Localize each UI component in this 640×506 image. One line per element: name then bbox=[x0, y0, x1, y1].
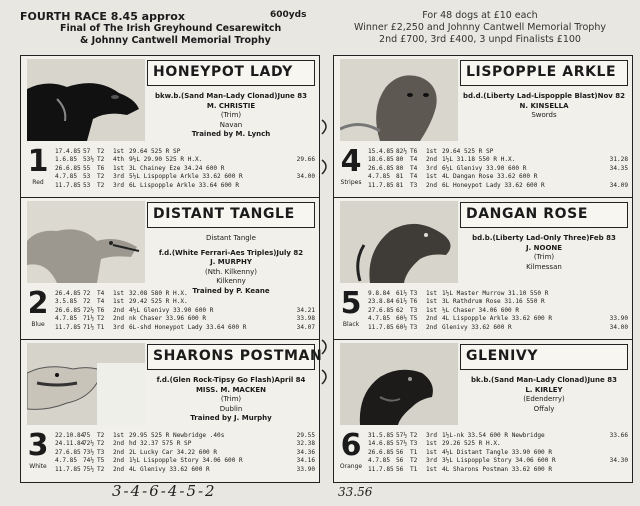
form-trap: T4 bbox=[410, 156, 418, 164]
form-placing: 1st bbox=[426, 306, 438, 314]
runner-town: Swords bbox=[531, 111, 557, 119]
trap-colour: Stripes bbox=[340, 179, 362, 186]
form-weight: 80 bbox=[396, 164, 404, 172]
prize-line-3: 2nd £700, 3rd £400, 3 unpd Finalists £100 bbox=[379, 34, 581, 45]
form-placing: 2nd bbox=[113, 306, 125, 314]
runner-owner-location: (Trim) bbox=[220, 111, 242, 119]
form-time: 34.16 bbox=[296, 457, 315, 465]
form-table bbox=[55, 432, 315, 474]
binder-rings bbox=[318, 60, 332, 480]
form-time bbox=[293, 148, 315, 156]
form-weight: 71½ bbox=[83, 315, 95, 323]
form-trap: T2 bbox=[97, 181, 105, 189]
form-time: 33.66 bbox=[609, 432, 628, 439]
form-comment: 6L-shd Honeypot Lady 33.64 600 R bbox=[129, 323, 247, 331]
form-comment: 6L Lispopple Arkle 33.64 600 R bbox=[129, 181, 240, 189]
form-row bbox=[55, 298, 315, 306]
form-comment: 1½L-nk 33.54 600 R Newbridge bbox=[442, 432, 545, 439]
form-weight: 81 bbox=[396, 173, 404, 181]
form-date: 4.7.85 bbox=[55, 315, 78, 323]
form-row bbox=[368, 165, 628, 173]
form-row bbox=[368, 290, 628, 298]
trap-colour: Red bbox=[32, 179, 44, 186]
form-trap: T4 bbox=[410, 173, 418, 181]
form-comment: 2L Lucky Car 34.22 600 R bbox=[129, 448, 218, 456]
form-weight: 71½ bbox=[83, 323, 95, 331]
runner-name: GLENIVY bbox=[460, 344, 628, 370]
form-weight: 72½ bbox=[83, 440, 95, 448]
form-date: 4.7.85 bbox=[368, 173, 391, 181]
form-placing: 1st bbox=[113, 290, 125, 297]
form-date: 18.6.85 bbox=[368, 156, 394, 164]
form-row bbox=[55, 182, 315, 190]
race-distance: 600yds bbox=[270, 10, 307, 20]
form-time bbox=[606, 449, 628, 457]
form-date: 24.11.84 bbox=[55, 440, 85, 448]
form-placing: 2nd bbox=[113, 465, 125, 473]
form-placing: 2nd bbox=[426, 323, 438, 331]
form-weight: 72½ bbox=[83, 306, 95, 314]
form-comment: 1½L Master Murrow 31.10 550 R bbox=[442, 290, 549, 297]
form-weight: 61½ bbox=[396, 298, 408, 306]
form-row bbox=[55, 449, 315, 457]
greyhound-photo bbox=[340, 201, 458, 283]
form-weight: 61½ bbox=[396, 290, 408, 297]
form-weight: 53 bbox=[83, 181, 91, 189]
runner-name: DANGAN ROSE bbox=[460, 202, 628, 228]
runner-info bbox=[149, 92, 313, 140]
form-row bbox=[368, 182, 628, 190]
form-trap: T2 bbox=[97, 148, 105, 155]
form-weight: 57 bbox=[83, 148, 91, 155]
runner-info bbox=[149, 234, 313, 296]
form-date: 15.4.85 bbox=[368, 148, 394, 155]
form-trap: T3 bbox=[410, 306, 418, 314]
form-table bbox=[368, 290, 628, 332]
form-trap: T2 bbox=[97, 173, 105, 181]
form-time: 33.90 bbox=[609, 315, 628, 323]
form-time bbox=[293, 165, 315, 173]
form-time bbox=[606, 466, 628, 474]
handwritten-forecast: 3-4-6-4-5-2 bbox=[112, 482, 217, 500]
form-table bbox=[368, 148, 628, 190]
form-row bbox=[368, 440, 628, 448]
form-date: 4.7.85 bbox=[368, 457, 391, 465]
form-placing: 1st bbox=[426, 448, 438, 456]
form-comment: nk Chaser 33.96 600 R bbox=[129, 315, 207, 323]
form-row bbox=[55, 440, 315, 448]
trap-number: 3 White bbox=[25, 430, 51, 470]
form-placing: 3rd bbox=[426, 432, 438, 439]
form-date: 22.10.84 bbox=[55, 432, 85, 439]
form-comment: 3L Rathdrum Rose 31.16 550 R bbox=[442, 298, 545, 306]
form-time bbox=[293, 298, 315, 306]
form-date: 26.4.85 bbox=[55, 290, 81, 297]
form-placing: 1st bbox=[113, 432, 125, 439]
form-comment: 6½L Glenivy 33.90 600 R bbox=[442, 164, 527, 172]
racecard-page-left bbox=[20, 55, 323, 483]
form-placing: 3rd bbox=[113, 323, 125, 331]
form-date: 27.6.85 bbox=[368, 306, 394, 314]
form-placing: 1st bbox=[113, 164, 125, 172]
form-trap: T6 bbox=[97, 306, 105, 314]
form-trap: T4 bbox=[97, 298, 105, 306]
form-date: 11.7.85 bbox=[368, 181, 394, 189]
race-subtitle-line-1: Final of The Irish Greyhound Cesarewitch bbox=[60, 23, 282, 34]
form-comment: 9½L 29.90 525 R H.X. bbox=[129, 156, 203, 164]
form-date: 4.7.85 bbox=[55, 173, 78, 181]
form-comment: 29.95 525 R Newbridge .40s bbox=[129, 432, 225, 439]
runner-trainer: Trained by M. Lynch bbox=[191, 130, 271, 138]
form-comment: ½L Chaser 34.06 600 R bbox=[442, 306, 520, 314]
form-row bbox=[368, 315, 628, 323]
trap-number: 5 Black bbox=[338, 288, 364, 328]
form-comment: 5½L Lispopple Arkle 33.62 600 R bbox=[129, 173, 243, 181]
form-row bbox=[55, 315, 315, 323]
form-comment: 3½L Lispopple Story 34.06 600 R bbox=[442, 457, 556, 465]
greyhound-photo bbox=[340, 59, 458, 141]
form-date: 11.7.85 bbox=[368, 465, 394, 473]
form-row bbox=[368, 457, 628, 465]
form-time bbox=[606, 440, 628, 448]
trap-number: 6 Orange bbox=[339, 428, 363, 470]
runner-breeding: f.d.(White Ferrari-Aes Triples)July 82 bbox=[158, 248, 304, 257]
runner-town: Offaly bbox=[533, 404, 555, 413]
form-row bbox=[368, 298, 628, 306]
form-time: 29.66 bbox=[296, 156, 315, 164]
form-trap: T5 bbox=[97, 457, 105, 465]
runner-owner: J. MURPHY bbox=[210, 258, 252, 266]
runner-owner-location: (Trim) bbox=[220, 395, 242, 403]
form-comment: 29.64 525 R SP bbox=[442, 148, 494, 155]
runner-entry-3 bbox=[21, 340, 323, 482]
form-row bbox=[368, 173, 628, 181]
runner-info bbox=[149, 376, 313, 424]
form-trap: T1 bbox=[410, 465, 418, 473]
form-row bbox=[55, 156, 315, 164]
form-time bbox=[293, 182, 315, 190]
form-date: 3.5.85 bbox=[55, 298, 78, 306]
form-row bbox=[368, 449, 628, 457]
form-time bbox=[606, 298, 628, 306]
form-time: 29.55 bbox=[296, 432, 315, 439]
form-comment: hd 32.37 575 R SP bbox=[129, 440, 192, 448]
runner-name: HONEYPOT LADY bbox=[147, 60, 315, 86]
trap-colour: Blue bbox=[31, 321, 45, 328]
form-trap: T2 bbox=[410, 432, 418, 439]
form-comment: 1½L 31.18 550 R H.X. bbox=[442, 156, 516, 164]
form-placing: 2nd bbox=[113, 315, 125, 323]
form-comment: 29.26 525 R H.X. bbox=[442, 440, 501, 448]
runner-owner: MISS. M. MACKEN bbox=[195, 385, 267, 394]
form-comment: 4L Glenivy 33.62 600 R bbox=[129, 465, 210, 473]
form-placing: 2nd bbox=[426, 156, 438, 164]
form-time: 31.28 bbox=[609, 156, 628, 164]
form-date: 26.6.85 bbox=[368, 164, 394, 172]
runner-breeding: bd.b.(Liberty Lad-Only Three)Feb 83 bbox=[472, 234, 616, 242]
form-time bbox=[293, 290, 315, 298]
runner-town: Kilmessan bbox=[526, 262, 562, 271]
race-title: FOURTH RACE 8.45 approx bbox=[20, 10, 185, 23]
form-time bbox=[606, 307, 628, 315]
form-placing: 2nd bbox=[113, 440, 125, 448]
prize-line-1: For 48 dogs at £10 each bbox=[422, 10, 538, 21]
racecard-page-right bbox=[333, 55, 633, 483]
form-comment: 4L Lispopple Arkle 33.62 600 R bbox=[442, 315, 553, 323]
form-weight: 81 bbox=[396, 181, 404, 189]
trap-number: 1 Red bbox=[25, 146, 51, 186]
form-time: 34.30 bbox=[609, 457, 628, 465]
greyhound-photo bbox=[340, 343, 458, 425]
form-time: 33.98 bbox=[296, 315, 315, 323]
form-trap: T3 bbox=[410, 290, 418, 297]
runner-owner-location: (Nth. Kilkenny) bbox=[205, 267, 257, 276]
trap-number: 4 Stripes bbox=[338, 146, 364, 186]
handwritten-time: 33.56 bbox=[338, 485, 373, 499]
form-comment: Glenivy 33.62 600 R bbox=[442, 323, 512, 331]
form-weight: 57½ bbox=[396, 440, 408, 448]
form-date: 14.6.85 bbox=[368, 440, 394, 448]
form-weight: 82½ bbox=[396, 148, 408, 155]
form-weight: 72 bbox=[83, 298, 91, 306]
form-row bbox=[55, 148, 315, 156]
form-row bbox=[55, 307, 315, 315]
runner-owner: J. NOONE bbox=[525, 243, 563, 252]
runner-trainer: Trained by J. Murphy bbox=[190, 414, 272, 422]
form-weight: 57½ bbox=[396, 432, 408, 439]
form-weight: 75½ bbox=[83, 465, 95, 473]
form-placing: 2nd bbox=[113, 457, 125, 465]
runner-town: Navan bbox=[219, 120, 243, 129]
form-weight: 56 bbox=[396, 457, 404, 465]
form-placing: 3rd bbox=[426, 457, 438, 465]
form-comment: 4L Sharons Postman 33.62 600 R bbox=[442, 465, 553, 473]
race-subtitle-line-2: & Johnny Cantwell Memorial Trophy bbox=[80, 35, 271, 46]
form-trap: T3 bbox=[97, 448, 105, 456]
runner-owner: L. KIRLEY bbox=[525, 385, 563, 394]
form-weight: 75 bbox=[83, 432, 91, 439]
form-row bbox=[368, 307, 628, 315]
form-time: 33.90 bbox=[296, 465, 315, 473]
form-placing: 3rd bbox=[113, 173, 125, 181]
form-weight: 62 bbox=[396, 306, 404, 314]
form-time bbox=[606, 148, 628, 156]
form-row bbox=[368, 466, 628, 474]
race-header-right bbox=[330, 10, 630, 46]
form-comment: 1½L Lispopple Story 34.06 600 R bbox=[129, 457, 243, 465]
runner-breeding: bk.b.(Sand Man-Lady Clonad)June 83 bbox=[471, 376, 617, 384]
form-comment: 32.08 580 R H.X. bbox=[129, 290, 188, 297]
form-date: 27.6.85 bbox=[55, 448, 81, 456]
form-trap: T6 bbox=[97, 164, 105, 172]
form-placing: 1st bbox=[426, 148, 438, 155]
form-trap: T2 bbox=[97, 432, 105, 439]
form-time: 32.38 bbox=[296, 440, 315, 448]
form-date: 31.5.85 bbox=[368, 432, 394, 439]
form-date: 4.7.85 bbox=[368, 315, 391, 323]
form-trap: T6 bbox=[410, 298, 418, 306]
form-row bbox=[55, 466, 315, 474]
form-comment: 29.64 525 R SP bbox=[129, 148, 181, 155]
form-time: 34.00 bbox=[609, 323, 628, 331]
form-placing: 2nd bbox=[113, 448, 125, 456]
form-placing: 1st bbox=[426, 440, 438, 448]
runner-info bbox=[462, 92, 626, 121]
runner-town: Kilkenny bbox=[216, 277, 246, 285]
runner-entry-4 bbox=[334, 56, 632, 198]
form-date: 26.6.85 bbox=[55, 306, 81, 314]
form-comment: 29.42 525 R H.X. bbox=[129, 298, 188, 306]
form-date: 17.4.85 bbox=[55, 148, 81, 155]
form-trap: T5 bbox=[410, 315, 418, 323]
form-comment: 4L Dangan Rose 33.62 600 R bbox=[442, 173, 538, 181]
form-weight: 53½ bbox=[83, 156, 95, 164]
runner-name: DISTANT TANGLE bbox=[147, 202, 315, 228]
runner-owner: N. KINSELLA bbox=[519, 101, 569, 110]
form-weight: 60½ bbox=[396, 315, 408, 323]
form-date: 11.7.85 bbox=[55, 323, 81, 331]
trap-colour: Orange bbox=[339, 463, 363, 470]
form-trap: T3 bbox=[410, 181, 418, 189]
form-weight: 55 bbox=[83, 164, 91, 172]
form-placing: 3rd bbox=[426, 164, 438, 172]
trap-colour: Black bbox=[342, 321, 360, 328]
trap-number: 2 Blue bbox=[25, 288, 51, 328]
form-time: 34.00 bbox=[296, 173, 315, 181]
form-date: 1.6.85 bbox=[55, 156, 78, 164]
form-table bbox=[55, 148, 315, 190]
form-placing: 1st bbox=[426, 298, 438, 306]
form-date: 11.7.85 bbox=[55, 465, 81, 473]
form-date: 4.7.85 bbox=[55, 457, 78, 465]
form-trap: T1 bbox=[410, 448, 418, 456]
form-weight: 73½ bbox=[83, 448, 95, 456]
form-row bbox=[368, 324, 628, 332]
runner-town: Dublin bbox=[219, 404, 243, 413]
form-placing: 4th bbox=[113, 156, 125, 164]
form-weight: 80 bbox=[396, 156, 404, 164]
form-table bbox=[55, 290, 315, 332]
form-row bbox=[55, 290, 315, 298]
form-trap: T2 bbox=[97, 465, 105, 473]
form-row bbox=[368, 156, 628, 164]
form-row bbox=[368, 148, 628, 156]
form-placing: 1st bbox=[426, 290, 438, 297]
form-placing: 1st bbox=[113, 298, 125, 306]
runner-owner: M. CHRISTIE bbox=[206, 101, 256, 110]
form-date: 23.8.84 bbox=[368, 298, 394, 306]
runner-breeding: bkw.b.(Sand Man-Lady Clonad)June 83 bbox=[155, 92, 307, 100]
runner-info bbox=[462, 376, 626, 414]
form-trap: T4 bbox=[97, 290, 105, 297]
runner-info bbox=[462, 234, 626, 272]
form-placing: 3rd bbox=[113, 181, 125, 189]
form-comment: 4½L Glenivy 33.90 600 R bbox=[129, 306, 214, 314]
form-trap: T2 bbox=[97, 440, 105, 448]
form-time: 34.09 bbox=[609, 181, 628, 189]
form-time bbox=[606, 290, 628, 298]
form-trap: T3 bbox=[410, 323, 418, 331]
greyhound-photo bbox=[27, 201, 145, 283]
form-weight: 60½ bbox=[396, 323, 408, 331]
runner-photo-caption: Distant Tangle bbox=[206, 234, 256, 242]
form-trap: T3 bbox=[410, 440, 418, 448]
runner-entry-6 bbox=[334, 340, 632, 482]
greyhound-photo bbox=[27, 343, 145, 425]
form-trap: T2 bbox=[97, 156, 105, 164]
runner-name: LISPOPPLE ARKLE bbox=[460, 60, 628, 86]
prize-line-2: Winner £2,250 and Johnny Cantwell Memorial Trophy bbox=[354, 22, 606, 33]
form-row bbox=[55, 432, 315, 440]
form-date: 9.8.84 bbox=[368, 290, 391, 297]
form-trap: T2 bbox=[410, 457, 418, 465]
form-row bbox=[55, 173, 315, 181]
runner-entry-1 bbox=[21, 56, 319, 198]
form-trap: T4 bbox=[410, 164, 418, 172]
runner-trainer: Trained by P. Keane bbox=[192, 286, 270, 295]
form-row bbox=[55, 324, 315, 332]
form-time bbox=[606, 173, 628, 181]
form-weight: 53 bbox=[83, 173, 91, 181]
form-placing: 1st bbox=[113, 148, 125, 155]
runner-entry-2 bbox=[21, 198, 319, 340]
form-weight: 74½ bbox=[83, 457, 95, 465]
form-weight: 72 bbox=[83, 290, 91, 297]
form-table bbox=[368, 432, 628, 474]
greyhound-photo bbox=[27, 59, 145, 141]
form-comment: 4½L Distant Tangle 33.90 600 R bbox=[442, 448, 553, 456]
form-comment: 6L Honeypot Lady 33.62 600 R bbox=[442, 181, 545, 189]
form-date: 11.7.85 bbox=[55, 181, 81, 189]
runner-breeding: bd.d.(Liberty Lad-Lispopple Blast)Nov 82 bbox=[462, 92, 626, 100]
form-row bbox=[55, 165, 315, 173]
form-placing: 1st bbox=[426, 465, 438, 473]
form-date: 26.6.85 bbox=[55, 164, 81, 172]
form-placing: 1st bbox=[426, 173, 438, 181]
form-comment: 3L Chainey Eze 34.24 600 R bbox=[129, 164, 225, 172]
runner-name: SHARONS POSTMAN bbox=[147, 344, 315, 370]
form-date: 11.7.85 bbox=[368, 323, 394, 331]
trap-colour: White bbox=[29, 463, 47, 470]
form-row bbox=[368, 432, 628, 440]
form-trap: T6 bbox=[410, 148, 418, 155]
form-row bbox=[55, 457, 315, 465]
form-weight: 56 bbox=[396, 465, 404, 473]
form-time: 34.21 bbox=[296, 306, 315, 314]
runner-entry-5 bbox=[334, 198, 632, 340]
form-time: 34.36 bbox=[296, 448, 315, 456]
runner-owner-location: (Trim) bbox=[533, 253, 555, 261]
form-time: 34.07 bbox=[296, 323, 315, 331]
form-weight: 56 bbox=[396, 448, 404, 456]
form-trap: T2 bbox=[97, 315, 105, 323]
form-date: 26.6.85 bbox=[368, 448, 394, 456]
form-time: 34.35 bbox=[609, 164, 628, 172]
form-placing: 2nd bbox=[426, 181, 438, 189]
runner-owner-location: (Edenderry) bbox=[523, 395, 565, 403]
form-placing: 2nd bbox=[426, 315, 438, 323]
runner-breeding: f.d.(Glen Rock-Tipsy Go Flash)April 84 bbox=[156, 376, 306, 384]
form-trap: T1 bbox=[97, 323, 105, 331]
